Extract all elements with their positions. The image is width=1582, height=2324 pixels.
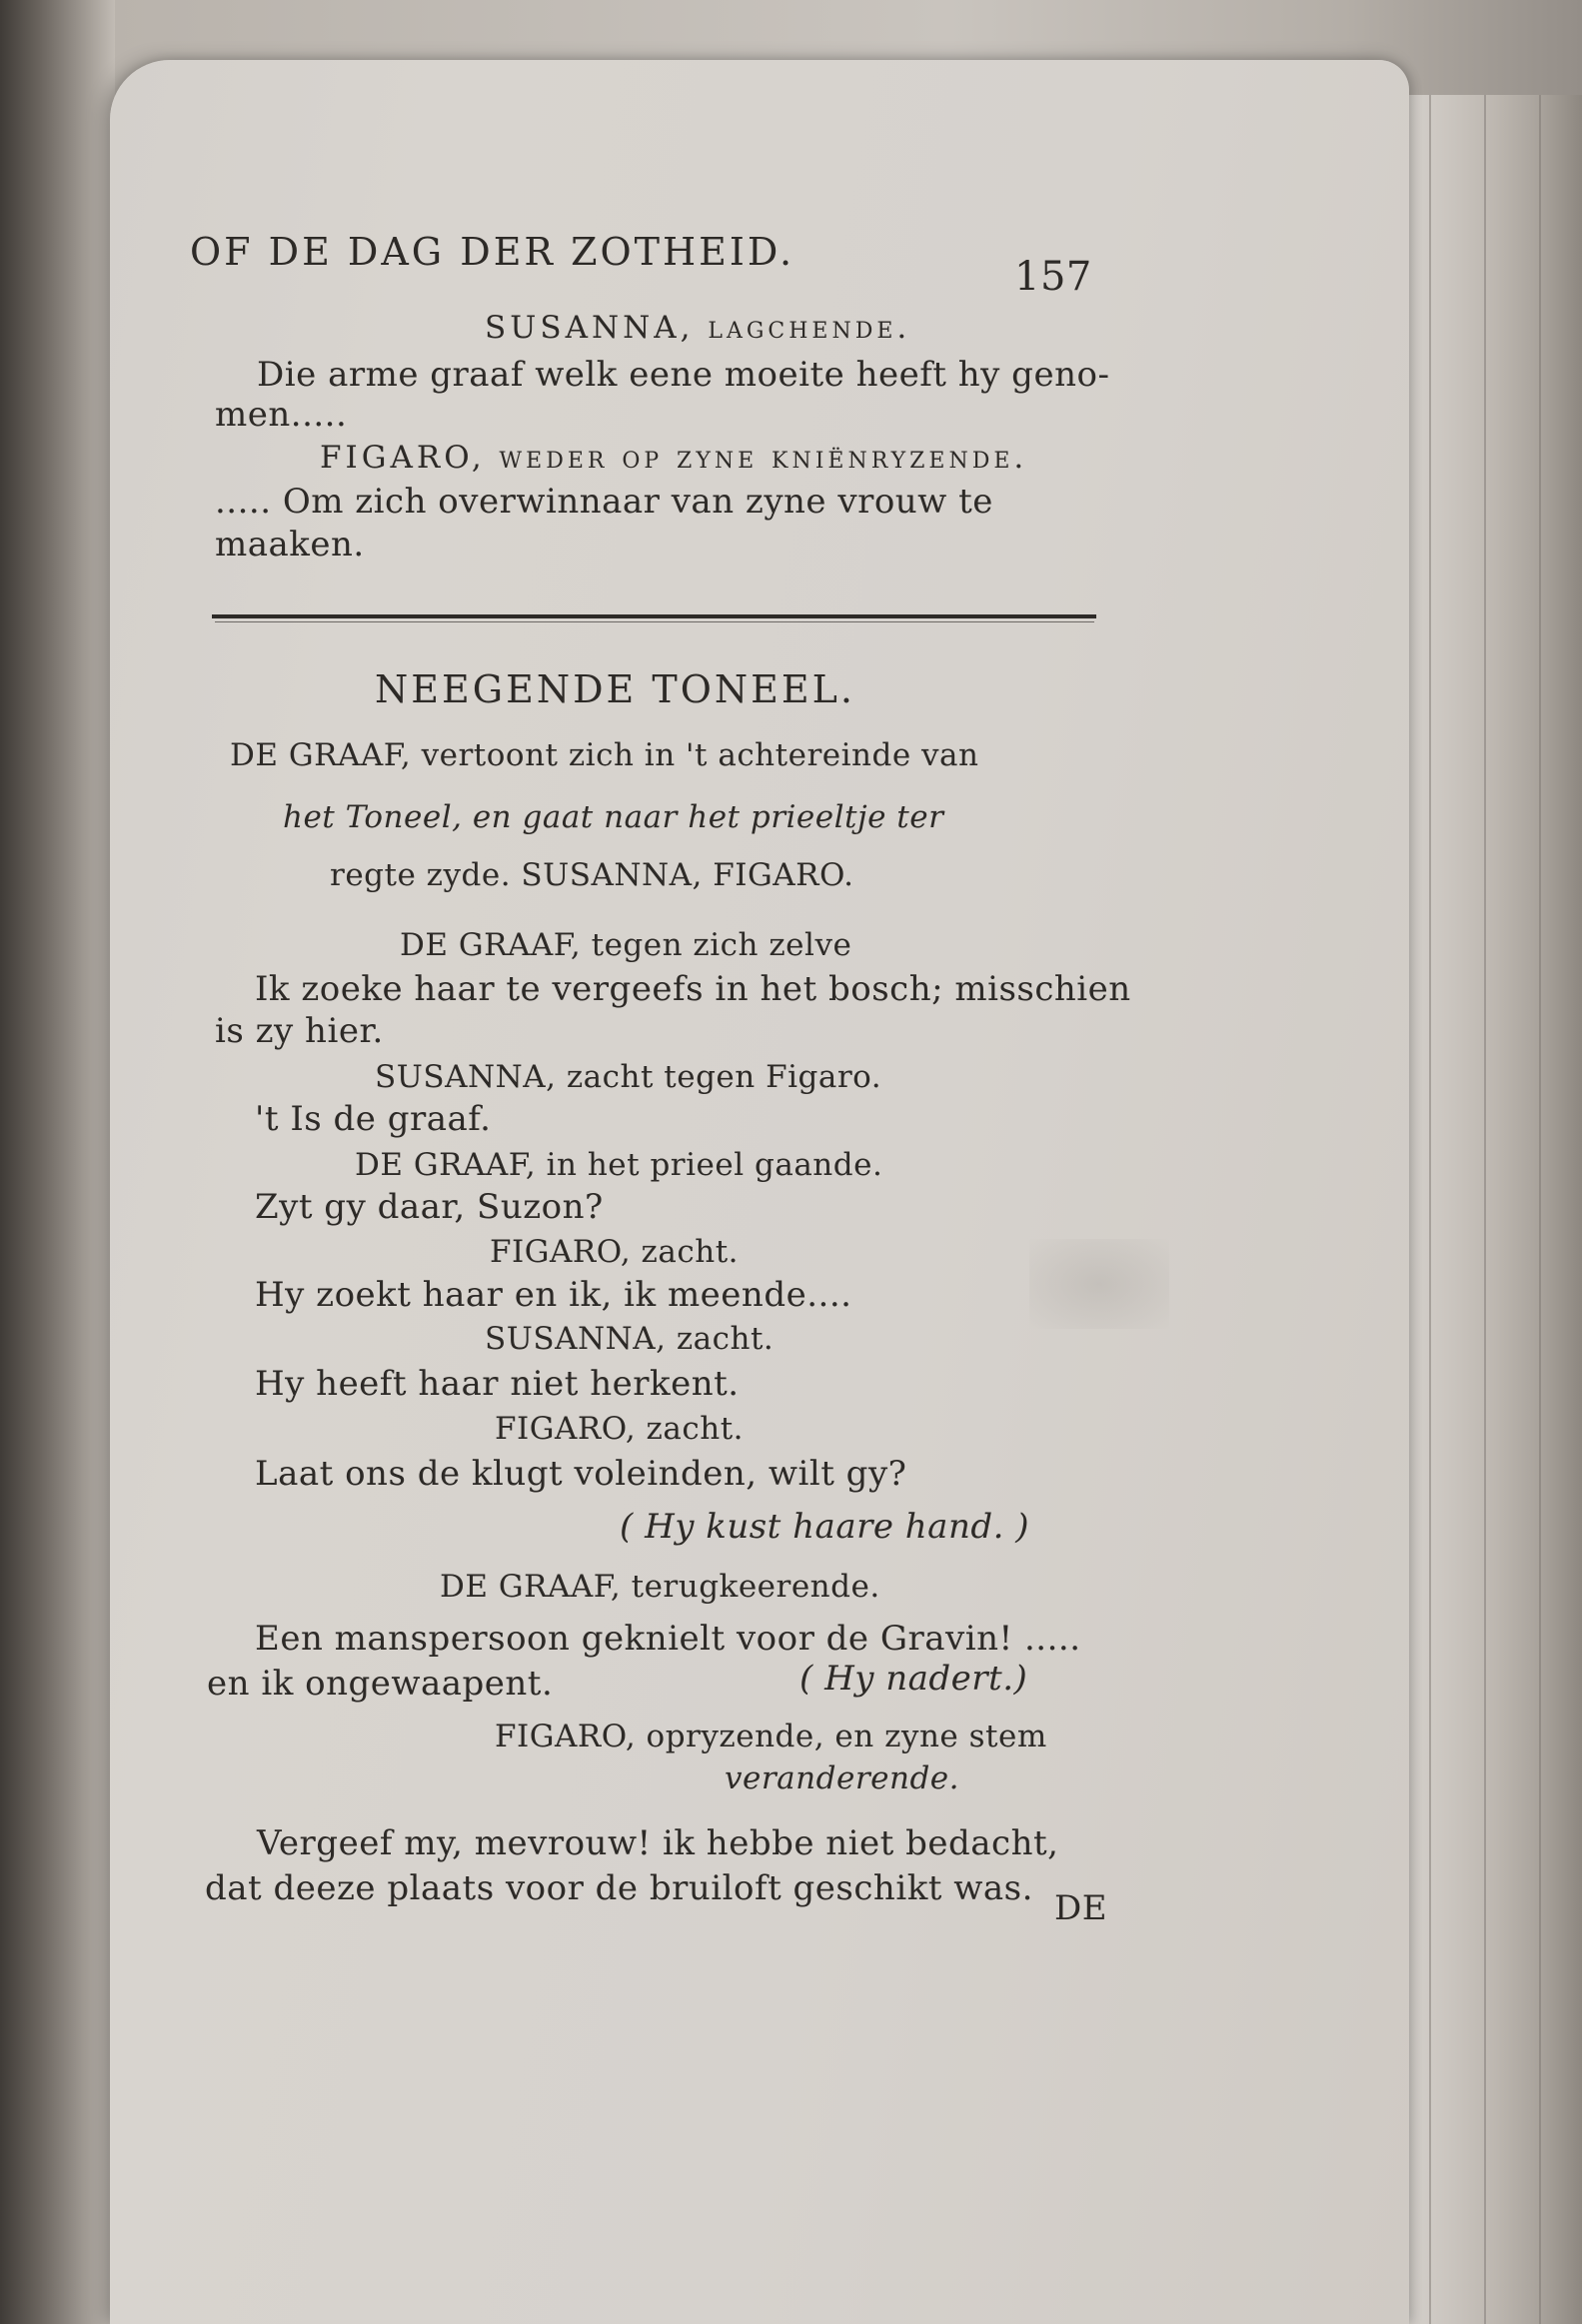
stage-direction: veranderende. <box>725 1760 959 1796</box>
text-line: dat deeze plaats voor de bruiloft geschikt was. <box>205 1868 1033 1908</box>
page-edge-line <box>1429 95 1431 2324</box>
stage-direction: ( Hy kust haare hand. ) <box>620 1507 1029 1547</box>
stage-direction: ( Hy nadert.) <box>799 1659 1028 1699</box>
right-page-stack <box>1389 95 1582 2324</box>
speaker-text: FIGARO, weder op zyne kniënryzende. <box>320 440 1028 476</box>
left-page-edge <box>0 0 115 2324</box>
text-line: Laat ons de klugt voleinden, wilt gy? <box>255 1454 907 1494</box>
speaker-line: DE GRAAF, terugkeerende. <box>440 1569 880 1605</box>
text-line: maaken. <box>215 525 365 565</box>
speaker-line: SUSANNA, zacht. <box>485 1321 775 1357</box>
text-line: Hy zoekt haar en ik, ik meende.... <box>255 1275 852 1315</box>
speaker-line: DE GRAAF, in het prieel gaande. <box>355 1147 883 1183</box>
stage-direction: regte zyde. SUSANNA, FIGARO. <box>330 857 854 893</box>
text-line: ..... Om zich overwinnaar van zyne vrouw te <box>215 482 993 522</box>
stage-direction: DE GRAAF, vertoont zich in 't achtereinde van <box>230 737 979 773</box>
speaker-line: FIGARO, opryzende, en zyne stem <box>495 1719 1047 1754</box>
text-line: Zyt gy daar, Suzon? <box>255 1187 604 1227</box>
text-line: Een manspersoon geknielt voor de Gravin! ..... <box>255 1619 1081 1659</box>
text-line: Ik zoeke haar te vergeefs in het bosch; misschien <box>255 969 1131 1009</box>
running-head: OF DE DAG DER ZOTHEID. <box>190 230 795 274</box>
paper-smudge <box>1029 1239 1169 1329</box>
speaker-line: SUSANNA, zacht tegen Figaro. <box>375 1059 882 1095</box>
catchword: DE <box>1054 1888 1108 1928</box>
speaker-line <box>320 440 1027 476</box>
speaker-line: FIGARO, zacht. <box>490 1234 740 1270</box>
text-line: 't Is de graaf. <box>255 1099 492 1139</box>
speaker-text: SUSANNA, lagchende. <box>485 310 911 346</box>
text-line: Hy heeft haar niet herkent. <box>255 1364 740 1404</box>
scene-title: NEEGENDE TONEEL. <box>375 667 855 711</box>
speaker-line <box>485 310 910 346</box>
text-line: Vergeef my, mevrouw! ik hebbe niet bedacht, <box>257 1823 1059 1863</box>
speaker-line: FIGARO, zacht. <box>495 1411 745 1447</box>
page-number: 157 <box>1014 254 1092 300</box>
stage-direction: het Toneel, en gaat naar het prieeltje ter <box>283 799 944 835</box>
speaker-line: DE GRAAF, tegen zich zelve <box>400 927 852 963</box>
page-edge-line <box>1539 95 1541 2324</box>
page-edge-line <box>1484 95 1486 2324</box>
text-line: en ik ongewaapent. <box>207 1664 554 1704</box>
text-line: Die arme graaf welk eene moeite heeft hy geno- <box>257 355 1110 395</box>
text-line: is zy hier. <box>215 1011 384 1051</box>
section-rule-thin <box>215 621 1094 622</box>
text-line: men..... <box>215 395 348 435</box>
section-rule <box>212 614 1096 618</box>
